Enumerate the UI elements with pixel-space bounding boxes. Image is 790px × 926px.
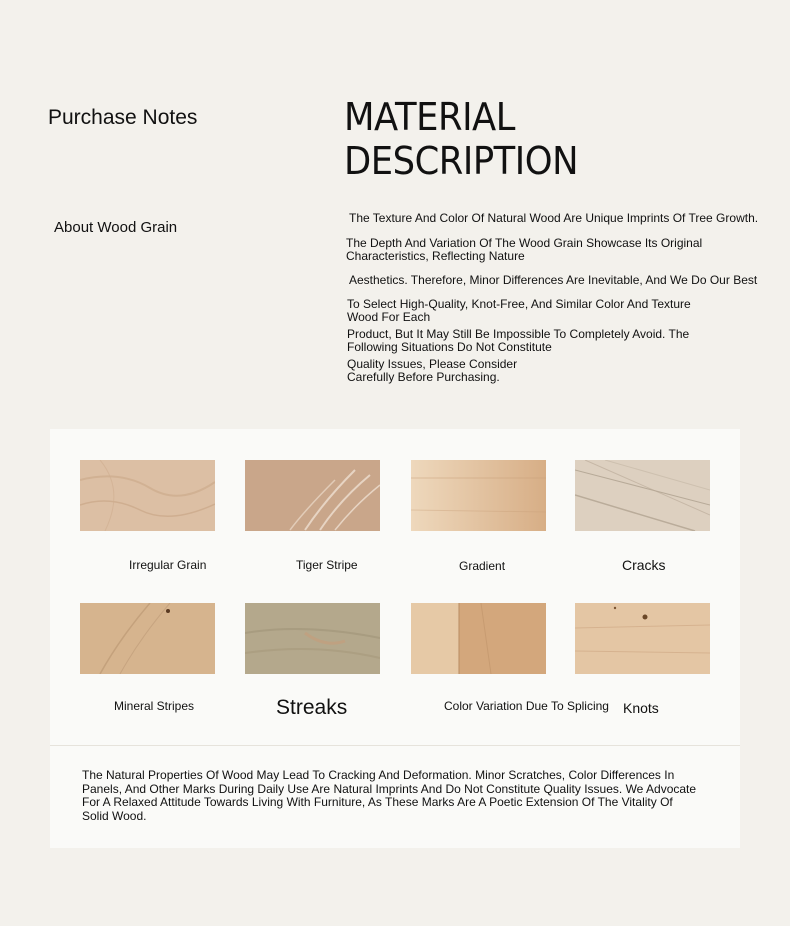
description-line: The Depth And Variation Of The Wood Grain Showcase Its Original Characteristics, Reflecting Nature — [346, 236, 703, 263]
sample-caption: Cracks — [622, 557, 666, 573]
description-line: The Texture And Color Of Natural Wood Are Unique Imprints Of Tree Growth. — [349, 211, 759, 225]
footer-note: The Natural Properties Of Wood May Lead To Cracking And Deformation. Minor Scratches, Color Differences In Panels, And Other Marks During Daily Use Are Natural Imprints And Do Not Constitute Quality Issues. We Advocate For A Relaxed Attitude Towards Living With Furniture, As These Marks Are A Poetic Extension Of The Vitality Of Solid Wood. — [82, 768, 697, 823]
streaks-swatch — [245, 603, 380, 674]
color-variation-swatch — [411, 603, 546, 674]
knots-swatch — [575, 603, 710, 674]
mineral-stripes-swatch — [80, 603, 215, 674]
sample-caption: Color Variation Due To Splicing — [444, 699, 609, 713]
description-line: Product, But It May Still Be Impossible To Completely Avoid. The Following Situations Do Not Constitute — [347, 327, 690, 354]
sample-caption: Gradient — [459, 559, 506, 573]
description-line: To Select High-Quality, Knot-Free, And Similar Color And Texture Wood For Each — [347, 297, 691, 324]
sample-caption: Irregular Grain — [129, 558, 207, 572]
divider — [50, 745, 740, 746]
sample-caption: Knots — [623, 700, 659, 716]
tiger-stripe-swatch — [245, 460, 380, 531]
material-description-title: MATERIAL DESCRIPTION — [344, 95, 579, 183]
description-line: Quality Issues, Please Consider Carefully Before Purchasing. — [347, 357, 518, 384]
irregular-grain-swatch — [80, 460, 215, 531]
description-line: Aesthetics. Therefore, Minor Differences Are Inevitable, And We Do Our Best — [349, 273, 758, 287]
cracks-swatch — [575, 460, 710, 531]
sample-caption: Mineral Stripes — [114, 699, 195, 713]
sample-caption: Tiger Stripe — [296, 558, 358, 572]
purchase-notes-title: Purchase Notes — [48, 106, 198, 129]
sample-caption: Streaks — [276, 696, 348, 719]
gradient-swatch — [411, 460, 546, 531]
about-wood-grain-heading: About Wood Grain — [54, 219, 178, 236]
